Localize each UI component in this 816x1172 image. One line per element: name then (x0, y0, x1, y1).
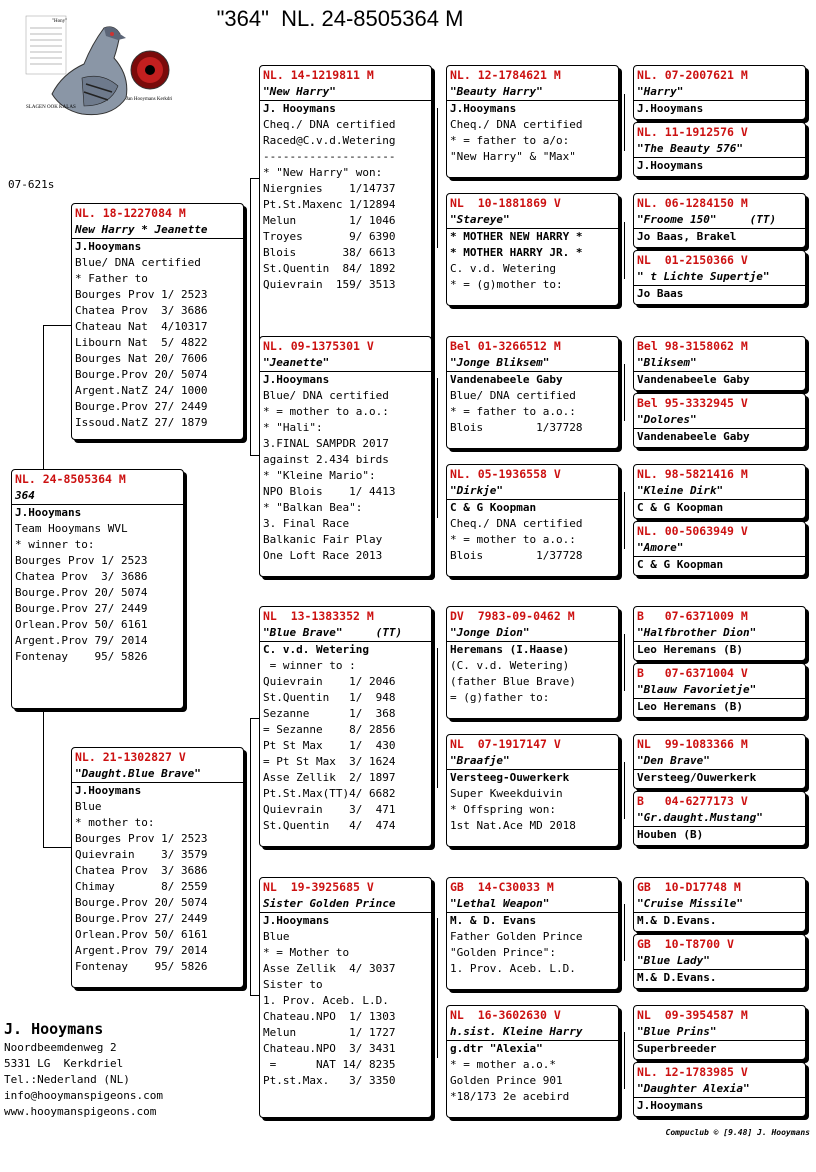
pigeon-name: Sister Golden Prince (260, 896, 431, 913)
detail-line: * mother to: (75, 816, 155, 829)
pigeon-name: h.sist. Kleine Harry (447, 1024, 618, 1041)
owner-line: Jo Baas (637, 287, 684, 300)
ancestor-pedigree-card (633, 464, 806, 519)
detail-line: Golden Prince 901 (450, 1074, 563, 1087)
connector-line (250, 178, 251, 455)
detail-line: St.Quentin 84/ 1892 (263, 262, 396, 275)
breeder-name: J. Hooymans (4, 1020, 104, 1038)
detail-line: 3. Final Race (263, 517, 350, 530)
detail-line: * Offspring won: (450, 803, 556, 816)
detail-line: Pt St Max 1/ 430 (263, 739, 396, 752)
owner-line: J.Hooymans (263, 373, 330, 386)
detail-line: Argent.Prov 79/ 2014 (75, 944, 208, 957)
detail-line: Bourges Prov 1/ 2523 (75, 288, 208, 301)
owner-line: C & G Koopman (637, 501, 724, 514)
ring-number: B 07-6371009 M (637, 609, 748, 623)
owner-line: M.& D.Evans. (637, 971, 717, 984)
detail-line: Blois 1/37728 (450, 549, 583, 562)
owner-line: Versteeg-Ouwerkerk (450, 771, 570, 784)
ring-number: GB 14-C30033 M (450, 880, 554, 894)
pigeon-name: 364 (12, 488, 183, 505)
breeder-website[interactable]: www.hooymanspigeons.com (4, 1105, 157, 1118)
detail-line: St.Quentin 1/ 948 (263, 691, 396, 704)
detail-line: * = father to a/o: (450, 134, 570, 147)
pigeon-name: "Daughter Alexia" (634, 1081, 805, 1098)
ring-number: NL. 21-1302827 V (75, 750, 186, 764)
detail-line: = NAT 14/ 8235 (263, 1058, 396, 1071)
detail-line: One Loft Race 2013 (263, 549, 383, 562)
connector-line (624, 634, 625, 691)
connector-line (437, 378, 438, 518)
ancestor-pedigree-card (633, 663, 806, 718)
detail-line: Blue/ DNA certified (263, 389, 389, 402)
ring-number: NL 09-3954587 M (637, 1008, 748, 1022)
detail-line: Pt.st.Max. 3/ 3350 (263, 1074, 396, 1087)
ring-number: NL. 09-1375301 V (263, 339, 374, 353)
ancestor-pedigree-card (633, 250, 806, 305)
detail-line: * = Mother to (263, 946, 350, 959)
pigeon-name: "Harry" (634, 84, 805, 101)
connector-line (624, 94, 625, 151)
detail-line: Fontenay 95/ 5826 (75, 960, 208, 973)
detail-line: against 2.434 birds (263, 453, 389, 466)
detail-line: 1st Nat.Ace MD 2018 (450, 819, 576, 832)
detail-line: * = mother a.o.* (450, 1058, 556, 1071)
ancestor-pedigree-card (633, 521, 806, 576)
logo-left-caption: SLAGEN OOK KALAS (26, 105, 76, 110)
detail-line: Troyes 9/ 6390 (263, 230, 396, 243)
pigeon-name: "Jonge Bliksem" (447, 355, 618, 372)
detail-line: "Golden Prince": (450, 946, 556, 959)
owner-line: Heremans (I.Haase) (450, 643, 570, 656)
ancestor-pedigree-card (71, 203, 244, 440)
ring-number: NL. 06-1284150 M (637, 196, 748, 210)
detail-line: * "Balkan Bea": (263, 501, 363, 514)
ancestor-pedigree-card (259, 606, 432, 847)
breeder-phone: Tel.:Nederland (NL) (4, 1073, 130, 1086)
pigeon-name: "Kleine Dirk" (634, 483, 805, 500)
owner-line: * MOTHER NEW HARRY * (450, 230, 583, 243)
detail-line: Niergnies 1/14737 (263, 182, 396, 195)
detail-line: * winner to: (15, 538, 95, 551)
pigeon-name: "Blue Prins" (634, 1024, 805, 1041)
detail-line: = Pt St Max 3/ 1624 (263, 755, 396, 768)
pigeon-name: "Braafje" (447, 753, 618, 770)
ancestor-pedigree-card (633, 122, 806, 177)
pigeon-name: "Lethal Weapon" (447, 896, 618, 913)
ancestor-pedigree-card (446, 877, 619, 990)
ancestor-pedigree-card (446, 193, 619, 306)
detail-line: Bourge.Prov 27/ 2449 (15, 602, 148, 615)
owner-line: Versteeg/Ouwerkerk (637, 771, 757, 784)
detail-line: Chimay 8/ 2559 (75, 880, 208, 893)
ring-number: NL. 24-8505364 M (15, 472, 126, 486)
ancestor-pedigree-card (446, 1005, 619, 1118)
owner-line: Jo Baas, Brakel (637, 230, 737, 243)
pigeon-name: "Amore" (634, 540, 805, 557)
side-code: 07-621s (8, 178, 55, 191)
connector-line (437, 648, 438, 788)
detail-line: Chatea Prov 3/ 3686 (75, 864, 208, 877)
detail-line: * = mother to a.o.: (450, 533, 576, 546)
detail-line: Melun 1/ 1727 (263, 1026, 396, 1039)
ancestor-pedigree-card (446, 65, 619, 178)
ring-number: Bel 98-3158062 M (637, 339, 748, 353)
ring-number: NL 01-2150366 V (637, 253, 748, 267)
connector-line (43, 709, 44, 847)
detail-line: Asse Zellik 4/ 3037 (263, 962, 396, 975)
ancestor-pedigree-card (446, 734, 619, 847)
detail-line: Bourge.Prov 20/ 5074 (15, 586, 148, 599)
detail-line: (father Blue Brave) (450, 675, 576, 688)
detail-line: C. v.d. Wetering (450, 262, 556, 275)
ring-number: NL 19-3925685 V (263, 880, 374, 894)
ring-number: Bel 01-3266512 M (450, 339, 561, 353)
detail-line: Bourges Prov 1/ 2523 (15, 554, 148, 567)
subject-pedigree-card (11, 469, 184, 709)
detail-line: = winner to : (263, 659, 356, 672)
owner-line: Superbreeder (637, 1042, 717, 1055)
ring-number: NL. 00-5063949 V (637, 524, 748, 538)
owner-line: Vandenabeele Gaby (637, 373, 750, 386)
pigeon-name: "Jeanette" (260, 355, 431, 372)
detail-line: Blois 38/ 6613 (263, 246, 396, 259)
detail-line: (C. v.d. Wetering) (450, 659, 570, 672)
detail-line: Father Golden Prince (450, 930, 583, 943)
breeder-address-line: 5331 LG Kerkdriel (4, 1057, 124, 1070)
ancestor-pedigree-card (71, 747, 244, 988)
breeder-email[interactable]: info@hooymanspigeons.com (4, 1089, 163, 1102)
pigeon-name: "New Harry" (260, 84, 431, 101)
detail-line: Blue (263, 930, 290, 943)
connector-line (624, 222, 625, 279)
detail-line: Blue/ DNA certified (75, 256, 201, 269)
connector-line (250, 718, 251, 995)
owner-line: J.Hooymans (75, 240, 142, 253)
ring-number: B 07-6371004 V (637, 666, 748, 680)
owner-line: J.Hooymans (637, 159, 704, 172)
owner-line: M. & D. Evans (450, 914, 537, 927)
detail-line: 3.FINAL SAMPDR 2017 (263, 437, 389, 450)
connector-line (437, 918, 438, 1058)
detail-line: Sister to (263, 978, 323, 991)
pigeon-name: New Harry * Jeanette (72, 222, 243, 239)
ring-number: NL. 12-1784621 M (450, 68, 561, 82)
detail-line: St.Quentin 4/ 474 (263, 819, 396, 832)
detail-line: Argent.NatZ 24/ 1000 (75, 384, 208, 397)
owner-line: J.Hooymans (263, 914, 330, 927)
detail-line: = (g)father to: (450, 691, 550, 704)
owner-line: Leo Heremans (B) (637, 700, 743, 713)
detail-line: Cheq./ DNA certified (450, 118, 583, 131)
owner-line: J.Hooymans (75, 784, 142, 797)
detail-line: Blue (75, 800, 102, 813)
ring-number: NL. 05-1936558 V (450, 467, 561, 481)
detail-line: Balkanic Fair Play (263, 533, 383, 546)
detail-line: Pt.St.Max(TT)4/ 6682 (263, 787, 396, 800)
detail-line: Chatea Prov 3/ 3686 (15, 570, 148, 583)
pigeon-name: "Den Brave" (634, 753, 805, 770)
detail-line: Quievrain 3/ 3579 (75, 848, 208, 861)
detail-line: "New Harry" & "Max" (450, 150, 576, 163)
owner-line: C & G Koopman (637, 558, 724, 571)
pigeon-name: "Gr.daught.Mustang" (634, 810, 805, 827)
ancestor-pedigree-card (633, 877, 806, 932)
owner-line: M.& D.Evans. (637, 914, 717, 927)
ancestor-pedigree-card (446, 606, 619, 719)
pigeon-name: "Dirkje" (447, 483, 618, 500)
ancestor-pedigree-card (633, 393, 806, 448)
detail-line: Quievrain 3/ 471 (263, 803, 396, 816)
owner-line: J.Hooymans (637, 1099, 704, 1112)
ring-number: NL. 07-2007621 M (637, 68, 748, 82)
detail-line: Sezanne 1/ 368 (263, 707, 396, 720)
pigeon-name: "Cruise Missile" (634, 896, 805, 913)
detail-line: 1. Prov. Aceb. L.D. (450, 962, 576, 975)
detail-line: Cheq./ DNA certified (263, 118, 396, 131)
detail-line: * MOTHER HARRY JR. * (450, 246, 583, 259)
ancestor-pedigree-card (633, 791, 806, 846)
pigeon-name: "Beauty Harry" (447, 84, 618, 101)
detail-line: -------------------- (263, 150, 396, 163)
detail-line: Bourges Nat 20/ 7606 (75, 352, 208, 365)
ring-number: NL. 11-1912576 V (637, 125, 748, 139)
detail-line: * = mother to a.o.: (263, 405, 389, 418)
detail-line: Chateau.NPO 1/ 1303 (263, 1010, 396, 1023)
connector-line (43, 847, 71, 848)
detail-line: Chateau.NPO 3/ 3431 (263, 1042, 396, 1055)
pigeon-name: "Dolores" (634, 412, 805, 429)
ancestor-pedigree-card (633, 193, 806, 248)
detail-line: Bourges Prov 1/ 2523 (75, 832, 208, 845)
owner-line: Leo Heremans (B) (637, 643, 743, 656)
detail-line: Bourge.Prov 20/ 5074 (75, 368, 208, 381)
detail-line: NPO Blois 1/ 4413 (263, 485, 396, 498)
connector-line (624, 1032, 625, 1089)
ring-number: NL. 14-1219811 M (263, 68, 374, 82)
detail-line: Pt.St.Maxenc 1/12894 (263, 198, 396, 211)
detail-line: Blois 1/37728 (450, 421, 583, 434)
ancestor-pedigree-card (259, 336, 432, 577)
ring-number: NL. 98-5821416 M (637, 467, 748, 481)
logo-right-caption: Jan Hooymans Kerkdriel (126, 97, 172, 102)
detail-line: Bourge.Prov 27/ 2449 (75, 912, 208, 925)
pigeon-logo (22, 14, 172, 124)
ring-number: NL 16-3602630 V (450, 1008, 561, 1022)
detail-line: * = father to a.o.: (450, 405, 576, 418)
ring-number: NL. 12-1783985 V (637, 1065, 748, 1079)
detail-line: Chatea Prov 3/ 3686 (75, 304, 208, 317)
connector-line (624, 364, 625, 421)
detail-line: Raced@C.v.d.Wetering (263, 134, 396, 147)
detail-line: Asse Zellik 2/ 1897 (263, 771, 396, 784)
ring-number: GB 10-D17748 M (637, 880, 741, 894)
pigeon-name: "Bliksem" (634, 355, 805, 372)
connector-line (624, 492, 625, 549)
detail-line: Orlean.Prov 50/ 6161 (75, 928, 208, 941)
detail-line: Team Hooymans WVL (15, 522, 128, 535)
ancestor-pedigree-card (633, 1062, 806, 1117)
owner-line: J.Hooymans (450, 102, 517, 115)
pigeon-name: "Jonge Dion" (447, 625, 618, 642)
ancestor-pedigree-card (633, 934, 806, 989)
page-title: "364" NL. 24-8505364 M (216, 6, 464, 31)
ring-number: NL 10-1881869 V (450, 196, 561, 210)
detail-line: * "Kleine Mario": (263, 469, 376, 482)
ring-number: Bel 95-3332945 V (637, 396, 748, 410)
detail-line: * = (g)mother to: (450, 278, 563, 291)
detail-line: Chateau Nat 4/10317 (75, 320, 208, 333)
ring-number: DV 7983-09-0462 M (450, 609, 575, 623)
ring-number: GB 10-T8700 V (637, 937, 734, 951)
detail-line: * "Hali": (263, 421, 323, 434)
pigeon-name: "Blauw Favorietje" (634, 682, 805, 699)
ring-number: NL 99-1083366 M (637, 737, 748, 751)
ancestor-pedigree-card (259, 877, 432, 1118)
ancestor-pedigree-card (633, 734, 806, 789)
pigeon-name: "Daught.Blue Brave" (72, 766, 243, 783)
ancestor-pedigree-card (633, 606, 806, 661)
connector-line (624, 762, 625, 819)
detail-line: = Sezanne 8/ 2856 (263, 723, 396, 736)
detail-line: Fontenay 95/ 5826 (15, 650, 148, 663)
detail-line: Issoud.NatZ 27/ 1879 (75, 416, 208, 429)
pigeon-name: "Froome 150" (TT) (634, 212, 805, 229)
owner-line: Vandenabeele Gaby (450, 373, 563, 386)
owner-line: g.dtr "Alexia" (450, 1042, 543, 1055)
detail-line: Orlean.Prov 50/ 6161 (15, 618, 148, 631)
detail-line: Bourge.Prov 27/ 2449 (75, 400, 208, 413)
detail-line: * "New Harry" won: (263, 166, 383, 179)
pigeon-name: "The Beauty 576" (634, 141, 805, 158)
connector-line (437, 108, 438, 248)
owner-line: J.Hooymans (637, 102, 704, 115)
pigeon-name: "Stareye" (447, 212, 618, 229)
detail-line: Argent.Prov 79/ 2014 (15, 634, 148, 647)
footer-credit: Compuclub © [9.48] J. Hooymans (665, 1128, 810, 1137)
detail-line: 1. Prov. Aceb. L.D. (263, 994, 389, 1007)
detail-line: Cheq./ DNA certified (450, 517, 583, 530)
ring-number: NL. 18-1227084 M (75, 206, 186, 220)
breeder-block (4, 1018, 163, 1120)
owner-line: J.Hooymans (15, 506, 82, 519)
logo-caption-small: "Hony" (52, 19, 68, 24)
pigeon-name: " t Lichte Supertje" (634, 269, 805, 286)
owner-line: Houben (B) (637, 828, 704, 841)
pigeon-name: "Blue Brave" (TT) (260, 625, 431, 642)
detail-line: Melun 1/ 1046 (263, 214, 396, 227)
connector-line (43, 325, 44, 470)
detail-line: *18/173 2e acebird (450, 1090, 570, 1103)
connector-line (43, 325, 71, 326)
ring-number: NL 13-1383352 M (263, 609, 374, 623)
ancestor-pedigree-card (446, 336, 619, 449)
ancestor-pedigree-card (633, 65, 806, 120)
detail-line: Blue/ DNA certified (450, 389, 576, 402)
connector-line (624, 904, 625, 961)
pigeon-name: "Blue Lady" (634, 953, 805, 970)
detail-line: Libourn Nat 5/ 4822 (75, 336, 208, 349)
ring-number: B 04-6277173 V (637, 794, 748, 808)
detail-line: * Father to (75, 272, 148, 285)
owner-line: C. v.d. Wetering (263, 643, 369, 656)
pigeon-name: "Halfbrother Dion" (634, 625, 805, 642)
ancestor-pedigree-card (446, 464, 619, 577)
owner-line: C & G Koopman (450, 501, 537, 514)
breeder-address-line: Noordbeemdenweg 2 (4, 1041, 117, 1054)
ancestor-pedigree-card (633, 336, 806, 391)
owner-line: J. Hooymans (263, 102, 336, 115)
ancestor-pedigree-card (633, 1005, 806, 1060)
detail-line: Super Kweekduivin (450, 787, 563, 800)
detail-line: Quievrain 159/ 3513 (263, 278, 396, 291)
detail-line: Bourge.Prov 20/ 5074 (75, 896, 208, 909)
ring-number: NL 07-1917147 V (450, 737, 561, 751)
owner-line: Vandenabeele Gaby (637, 430, 750, 443)
detail-line: Quievrain 1/ 2046 (263, 675, 396, 688)
